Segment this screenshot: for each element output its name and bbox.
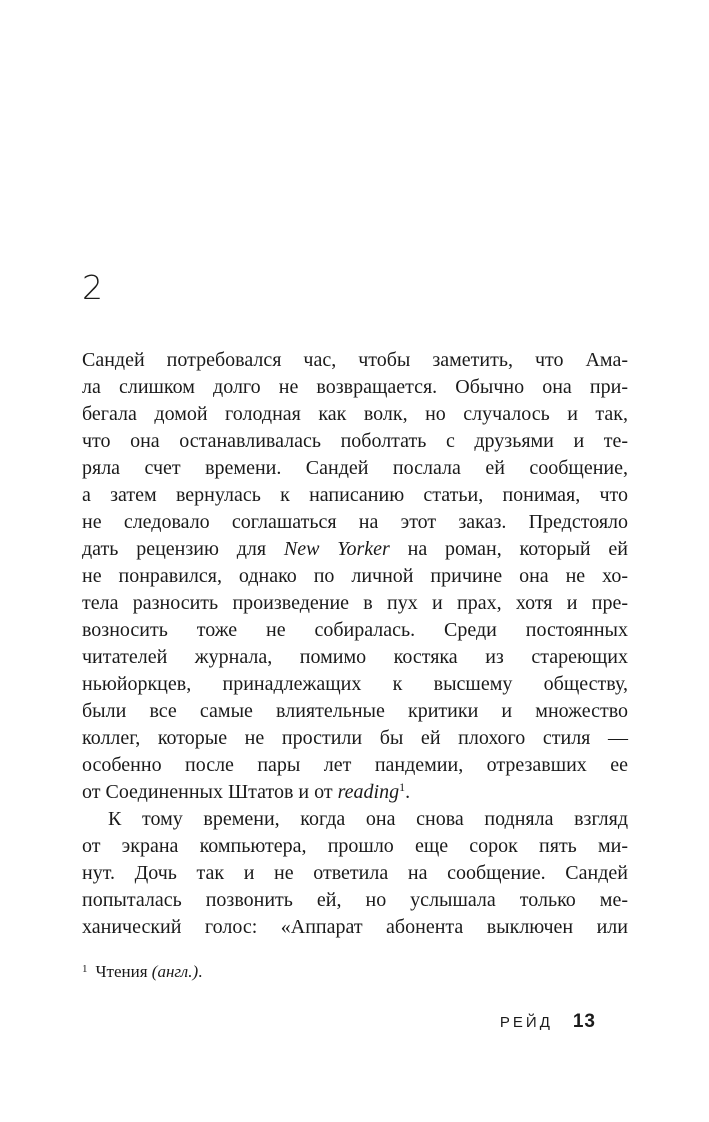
text-segment: ряла счет времени. Сандей послала ей сообщение, (82, 457, 628, 479)
text-line (82, 833, 628, 860)
body-text (82, 347, 628, 941)
text-segment: Сандей потребовался час, чтобы заметить, что Ама- (82, 349, 628, 371)
text-segment: (англ.) (151, 962, 199, 981)
footnote (82, 961, 628, 983)
text-line (82, 428, 628, 455)
text-line (82, 374, 628, 401)
paragraph (82, 347, 628, 806)
text-segment: New Yorker (283, 538, 390, 560)
text-segment: на роман, который ей (389, 538, 628, 560)
text-line (82, 347, 628, 374)
text-line (82, 617, 628, 644)
text-line (82, 671, 628, 698)
text-segment: нут. Дочь так и не ответила на сообщение. Сандей (82, 862, 628, 884)
text-line (82, 806, 628, 833)
text-segment: К тому времени, когда она снова подняла взгляд (108, 808, 628, 830)
text-segment: ла слишком долго не возвращается. Обычно она при- (82, 376, 628, 398)
text-segment: особенно после пары лет пандемии, отрезавших ее (82, 754, 628, 776)
text-line (82, 914, 628, 941)
text-line (82, 590, 628, 617)
text-segment: 1 (399, 780, 406, 794)
text-segment: ньюйоркцев, принадлежащих к высшему обществу, (82, 673, 628, 695)
footnote-text (96, 962, 203, 981)
text-segment: . (198, 962, 203, 981)
text-line (82, 779, 628, 806)
text-segment: дать рецензию для (82, 538, 284, 560)
page-number: 13 (572, 1011, 596, 1032)
text-segment: бегала домой голодная как волк, но случалось и так, (82, 403, 628, 425)
text-line (82, 725, 628, 752)
text-segment: не следовало соглашаться на этот заказ. Предстояло (82, 511, 628, 533)
text-segment: ханический голос: «Аппарат абонента выключен или (82, 916, 628, 938)
text-line (82, 860, 628, 887)
text-segment: были все самые влиятельные критики и множество (82, 700, 628, 722)
text-line (82, 563, 628, 590)
text-line (82, 482, 628, 509)
text-segment: читателей журнала, помимо костяка из стареющих (82, 646, 628, 668)
text-segment: reading (337, 781, 400, 803)
text-segment: а затем вернулась к написанию статьи, понимая, что (82, 484, 628, 506)
text-segment: Чтения (95, 962, 152, 981)
footnote-marker: 1 (82, 963, 88, 975)
text-segment: от экрана компьютера, прошло еще сорок пять ми- (82, 835, 628, 857)
text-segment: от Соединенных Штатов и от (82, 781, 338, 803)
text-segment: тела разносить произведение в пух и прах, хотя и пре- (82, 592, 628, 614)
text-segment: . (405, 781, 411, 803)
text-line (82, 536, 628, 563)
text-line (82, 401, 628, 428)
text-line (82, 698, 628, 725)
text-line (82, 644, 628, 671)
text-line (82, 455, 628, 482)
text-segment: попыталась позвонить ей, но услышала только ме- (82, 889, 628, 911)
paragraph (82, 806, 628, 941)
text-line (82, 752, 628, 779)
chapter-number: 2 (82, 268, 103, 307)
text-line (82, 509, 628, 536)
running-title: РЕЙД (499, 1014, 553, 1031)
page-footer (500, 1011, 596, 1033)
text-segment: не понравился, однако по личной причине она не хо- (82, 565, 628, 587)
text-line (82, 887, 628, 914)
text-segment: коллег, которые не простили бы ей плохого стиля — (82, 727, 628, 749)
text-segment: что она останавливалась поболтать с друзьями и те- (82, 430, 628, 452)
text-segment: возносить тоже не собиралась. Среди постоянных (82, 619, 628, 641)
